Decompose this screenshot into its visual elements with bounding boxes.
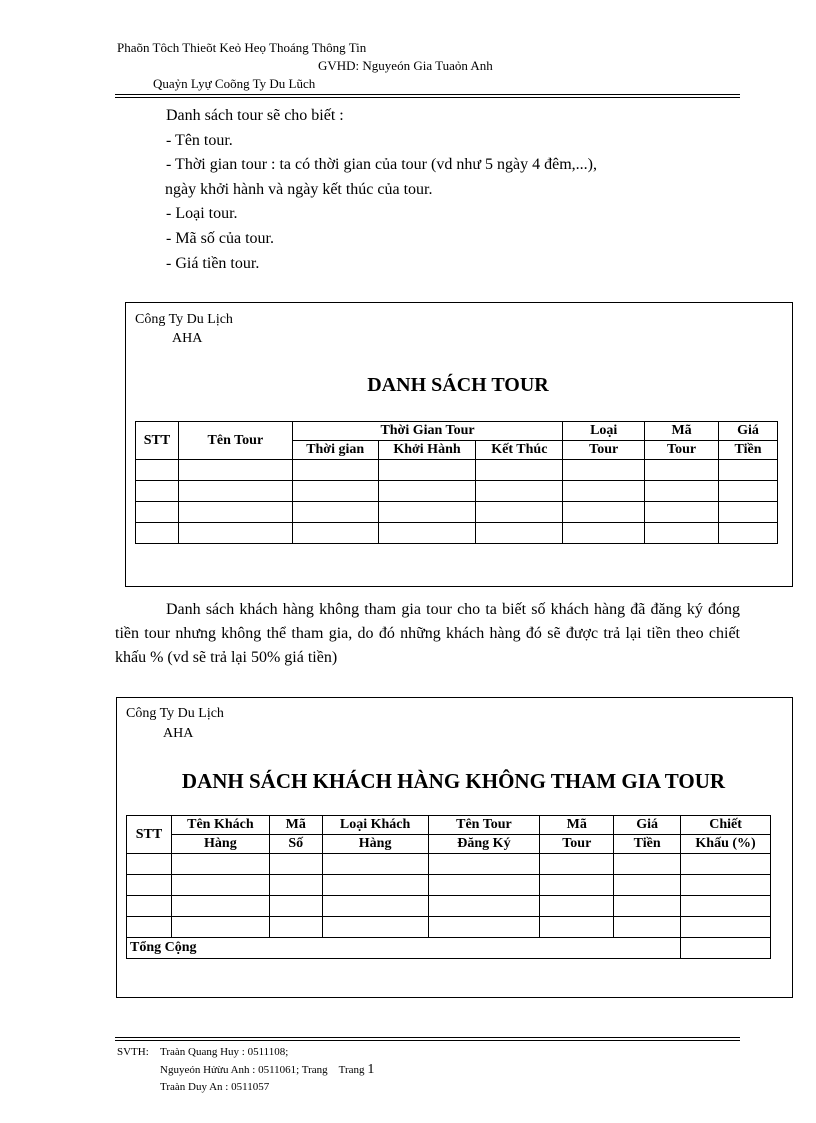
footer-page-number: 1 [367,1062,375,1077]
total-label: Tổng Cộng [127,938,681,959]
header-subject: Phaõn Tôch Thieõt Keỏ Heọ Thoáng Thông Tin [117,40,367,55]
tour-form-company: Công Ty Du Lịch [135,312,233,327]
col-ten-kh-2: Hàng [171,835,269,854]
col-gia-2: Tiền [719,441,778,460]
col-thoi-gian-tour: Thời Gian Tour [292,422,563,441]
table-row [136,502,778,523]
tour-form-brand: AHA [172,331,203,346]
col-gia-1: Giá [719,422,778,441]
footer-rule [115,1037,740,1041]
col-loai-kh-2: Hàng [322,835,428,854]
col-ten-tour: Tên Tour [178,422,292,460]
col-ck-2: Khấu (%) [681,835,771,854]
customer-form-company: Công Ty Du Lịch [126,706,224,721]
col-loai-kh-1: Loại Khách [322,816,428,835]
col-ma-tour-1: Mã [540,816,614,835]
col-gia-2: Tiền [614,835,681,854]
col-khoi-hanh: Khởi Hành [378,441,476,460]
col-ten-tour-2: Đăng Ký [428,835,540,854]
col-ten-kh-1: Tên Khách [171,816,269,835]
table-row [127,854,771,875]
col-gia-1: Giá [614,816,681,835]
col-ma-so-1: Mã [269,816,322,835]
tour-form-title: DANH SÁCH TOUR [367,374,549,396]
table-row [136,460,778,481]
table-row [136,481,778,502]
customer-paragraph: Danh sách khách hàng không tham gia tour cho ta biết số khách hàng đã đăng ký đóng tiền tour nhưng không thể tham gia, do đó những khách hàng đó sẽ được trả lại tiền theo chiết khấu % (vd sẽ trả lại 50% giá tiền) [115,601,740,666]
col-ma-2: Tour [645,441,719,460]
col-ma-tour-2: Tour [540,835,614,854]
intro-line: - Thời gian tour : ta có thời gian của tour (vd như 5 ngày 4 đêm,...), [166,156,597,174]
table-row [127,917,771,938]
intro-line: - Tên tour. [166,131,233,149]
total-row [127,938,771,959]
tour-table [135,421,778,544]
footer-svth-label: SVTH: [117,1046,149,1058]
col-ma-so-2: Số [269,835,322,854]
intro-line: ngày khởi hành và ngày kết thúc của tour. [165,180,433,198]
intro-line: - Loại tour. [166,205,238,223]
col-stt: STT [136,422,179,460]
col-ten-tour-1: Tên Tour [428,816,540,835]
table-row [136,523,778,544]
col-ck-1: Chiết [681,816,771,835]
col-loai-2: Tour [563,441,645,460]
footer-student-2: Nguyeón Hửừu Anh : 0511061; Trang Trang 1 [160,1062,375,1077]
footer-student-1: Traàn Quang Huy : 0511108; [160,1046,289,1058]
footer-student-3: Traàn Duy An : 0511057 [160,1081,270,1093]
footer-page-label: Trang [338,1064,365,1076]
col-stt: STT [127,816,172,854]
customer-form-brand: AHA [163,726,194,741]
col-loai-1: Loại [563,422,645,441]
header-rule [115,94,740,98]
col-thoi-gian: Thời gian [292,441,378,460]
table-row [127,896,771,917]
col-ket-thuc: Kết Thúc [476,441,563,460]
col-ma-1: Mã [645,422,719,441]
table-row [127,875,771,896]
intro-line: - Mã số của tour. [166,229,274,247]
header-advisor: GVHD: Nguyeón Gia Tuaỏn Anh [318,58,493,73]
intro-list [166,104,597,276]
customer-form-title: DANH SÁCH KHÁCH HÀNG KHÔNG THAM GIA TOUR [181,769,726,793]
header-topic: Quaỷn Lyự Coõng Ty Du Lũch [153,76,316,91]
intro-line: - Giá tiền tour. [166,254,260,272]
customer-table [126,815,771,959]
intro-line: Danh sách tour sẽ cho biết : [166,107,344,124]
